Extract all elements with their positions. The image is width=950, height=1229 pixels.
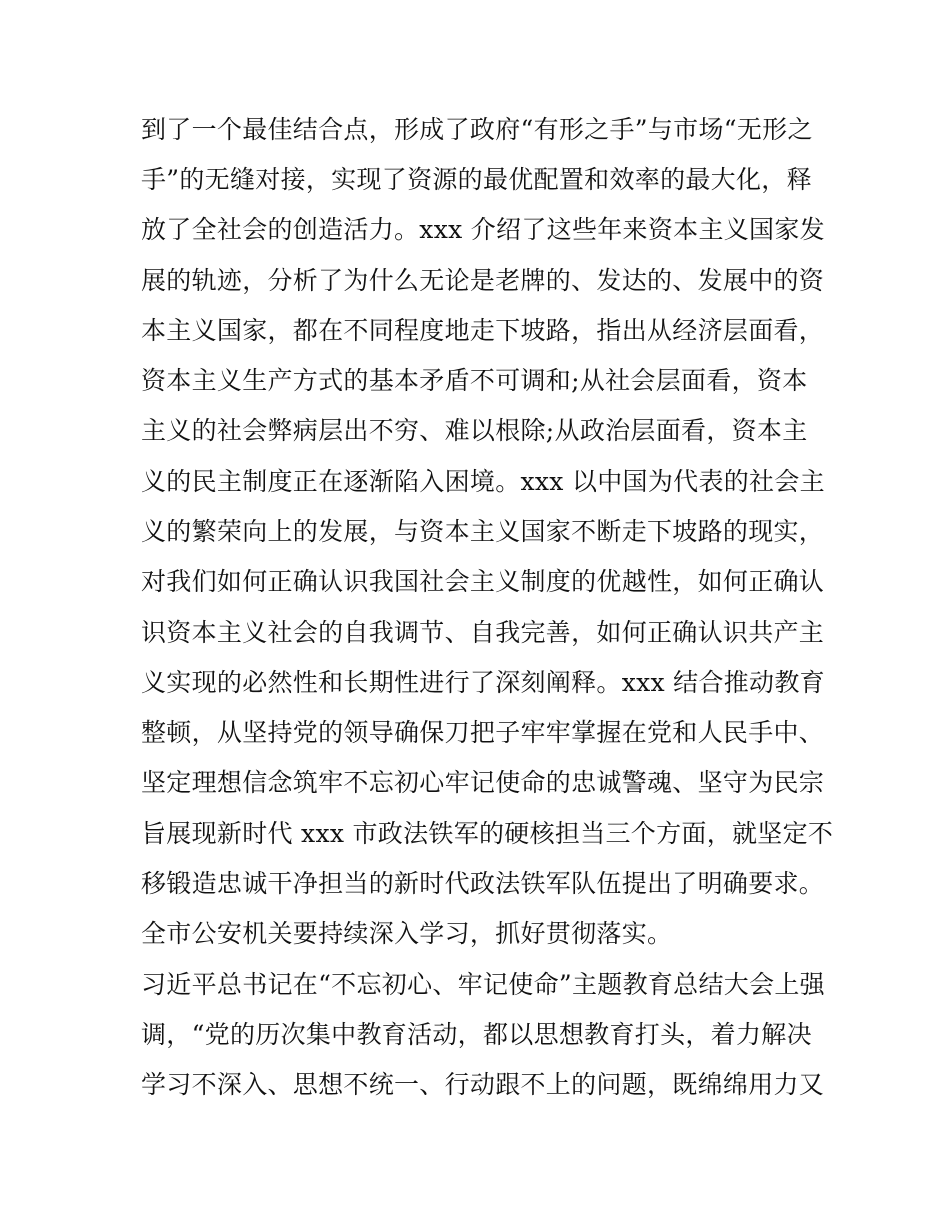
text-line-18: 习近平总书记在“不忘初心、牢记使命”主题教育总结大会上强 <box>141 970 825 999</box>
text-line-17: 全市公安机关要持续深入学习，抓好贯彻落实。 <box>141 919 673 948</box>
text-line-12: 义实现的必然性和长期性进行了深刻阐释。xxx 结合推动教育 <box>141 668 825 697</box>
text-line-1: 到了一个最佳结合点，形成了政府“有形之手”与市场“无形之 <box>141 115 813 144</box>
text-line-9: 义的繁荣向上的发展，与资本主义国家不断走下坡路的现实， <box>141 517 825 546</box>
text-line-11: 识资本主义社会的自我调节、自我完善，如何正确认识共产主 <box>141 618 825 647</box>
text-line-5: 本主义国家，都在不同程度地走下坡路，指出从经济层面看， <box>141 316 825 345</box>
text-line-6: 资本主义生产方式的基本矛盾不可调和;从社会层面看，资本 <box>141 366 808 395</box>
text-line-15: 旨展现新时代 xxx 市政法铁军的硬核担当三个方面，就坚定不 <box>141 819 834 848</box>
text-line-2: 手”的无缝对接，实现了资源的最优配置和效率的最大化，释 <box>141 165 812 194</box>
text-line-7: 主义的社会弊病层出不穷、难以根除;从政治层面看，资本主 <box>141 416 808 445</box>
text-line-20: 学习不深入、思想不统一、行动跟不上的问题，既绵绵用力又 <box>141 1070 825 1099</box>
text-line-14: 坚定理想信念筑牢不忘初心牢记使命的忠诚警魂、坚守为民宗 <box>141 768 825 797</box>
text-line-10: 对我们如何正确认识我国社会主义制度的优越性，如何正确认 <box>141 567 825 596</box>
text-line-19: 调，“党的历次集中教育活动，都以思想教育打头，着力解决 <box>141 1020 812 1049</box>
text-line-3: 放了全社会的创造活力。xxx 介绍了这些年来资本主义国家发 <box>141 215 825 244</box>
text-line-8: 义的民主制度正在逐渐陷入困境。xxx 以中国为代表的社会主 <box>141 467 825 496</box>
text-line-13: 整顿，从坚持党的领导确保刀把子牢牢掌握在党和人民手中、 <box>141 718 825 747</box>
text-line-4: 展的轨迹，分析了为什么无论是老牌的、发达的、发展中的资 <box>141 266 825 295</box>
text-line-16: 移锻造忠诚干净担当的新时代政法铁军队伍提出了明确要求。 <box>141 869 825 898</box>
